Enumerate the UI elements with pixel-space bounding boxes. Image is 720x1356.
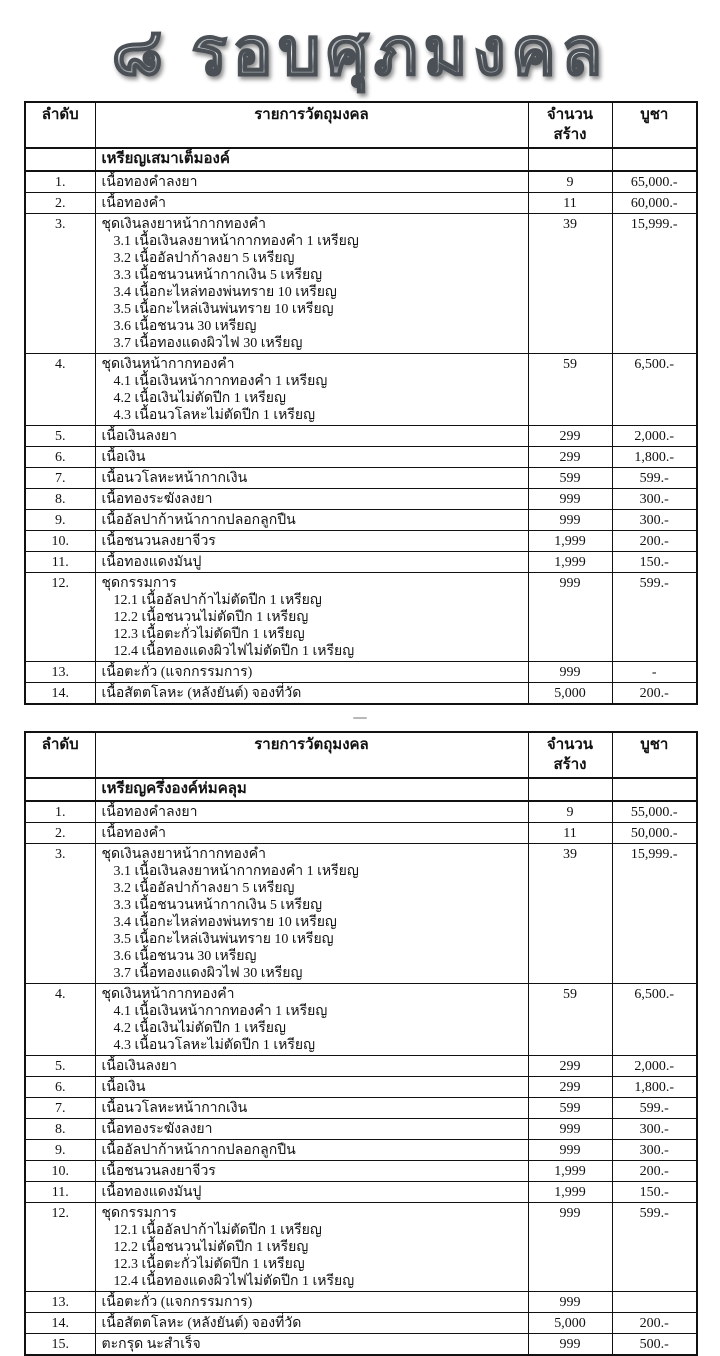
- qty-value: 9: [528, 171, 612, 193]
- title-banner: [0, 0, 720, 101]
- price-value: 599.-: [612, 1097, 697, 1118]
- table-row: [25, 1055, 697, 1076]
- price-value: 300.-: [612, 1139, 697, 1160]
- row-number: 1.: [25, 171, 95, 193]
- row-number: 7.: [25, 1097, 95, 1118]
- row-number: 15.: [25, 1333, 95, 1355]
- item-name: ตะกรุด นะสำเร็จ: [101, 1336, 201, 1352]
- table-row: [25, 1181, 697, 1202]
- item-cell: [95, 661, 528, 682]
- table-row: [25, 488, 697, 509]
- price-value: 200.-: [612, 682, 697, 704]
- table-row: [25, 446, 697, 467]
- table-row: [25, 530, 697, 551]
- qty-value: 999: [528, 1291, 612, 1312]
- row-number: 6.: [25, 1076, 95, 1097]
- item-cell: [95, 1333, 528, 1355]
- table-row: [25, 551, 697, 572]
- item-sub-line: 12.2 เนื้อชนวนไม่ตัดปีก 1 เหรียญ: [113, 1239, 309, 1255]
- table-row: [25, 983, 697, 1055]
- item-sub-line: 12.1 เนื้ออัลปาก้าไม่ตัดปีก 1 เหรียญ: [113, 1222, 322, 1238]
- item-cell: [95, 843, 528, 983]
- section-header-row: [25, 778, 697, 801]
- item-name: เนื้อนวโลหะหน้ากากเงิน: [101, 470, 248, 486]
- item-cell: [95, 1291, 528, 1312]
- item-sub-line: 3.4 เนื้อกะไหล่ทองพ่นทราย 10 เหรียญ: [113, 284, 337, 300]
- item-sub-line: 12.4 เนื้อทองแดงผิวไฟไม่ตัดปีก 1 เหรียญ: [113, 1273, 355, 1289]
- table-row: [25, 192, 697, 213]
- price-value: 65,000.-: [612, 171, 697, 193]
- scan-artifact-dash: [353, 717, 367, 719]
- column-header-qty: จำนวนสร้าง: [528, 102, 612, 148]
- column-header-item: รายการวัตถุมงคล: [95, 102, 528, 148]
- qty-value: 299: [528, 425, 612, 446]
- price-value: 2,000.-: [612, 425, 697, 446]
- column-header-no: ลำดับ: [25, 102, 95, 148]
- price-value: 15,999.-: [612, 843, 697, 983]
- item-sub-line: 3.1 เนื้อเงินลงยาหน้ากากทองคำ 1 เหรียญ: [113, 863, 359, 879]
- table-row: [25, 213, 697, 353]
- item-name: ชุดเงินหน้ากากทองคำ: [101, 356, 235, 372]
- item-cell: [95, 1181, 528, 1202]
- amulet-price-table: [24, 101, 698, 705]
- row-number: 8.: [25, 488, 95, 509]
- item-sub-line: 12.1 เนื้ออัลปาก้าไม่ตัดปีก 1 เหรียญ: [113, 592, 322, 608]
- row-number: 10.: [25, 530, 95, 551]
- qty-value: 1,999: [528, 551, 612, 572]
- item-sub-line: 3.2 เนื้ออัลปาก้าลงยา 5 เหรียญ: [113, 880, 295, 896]
- item-name: เนื้อทองคำ: [101, 195, 166, 211]
- item-name: เนื้อนวโลหะหน้ากากเงิน: [101, 1100, 248, 1116]
- price-value: -: [612, 661, 697, 682]
- price-value: 599.-: [612, 1202, 697, 1291]
- price-value: 200.-: [612, 1312, 697, 1333]
- item-name: ชุดกรรมการ: [101, 1205, 177, 1221]
- table-row: [25, 682, 697, 704]
- item-name: ชุดเงินหน้ากากทองคำ: [101, 986, 235, 1002]
- qty-value: 599: [528, 1097, 612, 1118]
- price-value: 300.-: [612, 1118, 697, 1139]
- item-sub-line: 3.7 เนื้อทองแดงผิวไฟ 30 เหรียญ: [113, 965, 303, 981]
- item-cell: [95, 1055, 528, 1076]
- item-name: เนื้อเงินลงยา: [101, 428, 177, 444]
- qty-value: 999: [528, 488, 612, 509]
- item-cell: [95, 1076, 528, 1097]
- section-empty-price: [612, 148, 697, 171]
- row-number: 12.: [25, 572, 95, 661]
- row-number: 12.: [25, 1202, 95, 1291]
- qty-value: 5,000: [528, 682, 612, 704]
- qty-value: 299: [528, 446, 612, 467]
- row-number: 9.: [25, 509, 95, 530]
- table-header-row: [25, 102, 697, 148]
- table-row: [25, 1076, 697, 1097]
- item-name: เนื้อสัตตโลหะ (หลังยันต์) จองที่วัด: [101, 685, 302, 701]
- item-cell: [95, 551, 528, 572]
- section-empty-qty: [528, 148, 612, 171]
- price-value: 500.-: [612, 1333, 697, 1355]
- table-row: [25, 1291, 697, 1312]
- qty-value: 9: [528, 801, 612, 823]
- item-cell: [95, 801, 528, 823]
- column-header-qty: จำนวนสร้าง: [528, 732, 612, 778]
- qty-value: 39: [528, 213, 612, 353]
- row-number: 9.: [25, 1139, 95, 1160]
- row-number: 6.: [25, 446, 95, 467]
- price-value: 300.-: [612, 488, 697, 509]
- item-sub-line: 3.5 เนื้อกะไหล่เงินพ่นทราย 10 เหรียญ: [113, 301, 334, 317]
- amulet-price-table: [24, 731, 698, 1356]
- section-empty-qty: [528, 778, 612, 801]
- price-value: 2,000.-: [612, 1055, 697, 1076]
- section-title: เหรียญเสมาเต็มองค์: [95, 148, 528, 171]
- qty-value: 299: [528, 1055, 612, 1076]
- item-sub-line: 4.3 เนื้อนวโลหะไม่ตัดปีก 1 เหรียญ: [113, 1037, 316, 1053]
- item-name: ชุดกรรมการ: [101, 575, 177, 591]
- qty-value: 999: [528, 509, 612, 530]
- table-row: [25, 467, 697, 488]
- table-row: [25, 822, 697, 843]
- row-number: 4.: [25, 983, 95, 1055]
- table-row: [25, 1139, 697, 1160]
- item-sub-line: 3.3 เนื้อชนวนหน้ากากเงิน 5 เหรียญ: [113, 897, 323, 913]
- price-value: 1,800.-: [612, 446, 697, 467]
- table-row: [25, 843, 697, 983]
- qty-value: 999: [528, 1202, 612, 1291]
- item-cell: [95, 1118, 528, 1139]
- item-name: เนื้อตะกั่ว (แจกกรรมการ): [101, 1294, 253, 1310]
- item-name: เนื้ออัลปาก้าหน้ากากปลอกลูกปืน: [101, 512, 296, 528]
- price-value: 200.-: [612, 530, 697, 551]
- price-value: 200.-: [612, 1160, 697, 1181]
- price-value: 15,999.-: [612, 213, 697, 353]
- qty-value: 1,999: [528, 1181, 612, 1202]
- item-sub-line: 12.3 เนื้อตะกั่วไม่ตัดปีก 1 เหรียญ: [113, 626, 305, 642]
- qty-value: 11: [528, 192, 612, 213]
- row-number: 2.: [25, 192, 95, 213]
- price-value: 150.-: [612, 551, 697, 572]
- qty-value: 999: [528, 1333, 612, 1355]
- price-value: 599.-: [612, 467, 697, 488]
- table-row: [25, 1160, 697, 1181]
- row-number: 4.: [25, 353, 95, 425]
- qty-value: 39: [528, 843, 612, 983]
- row-number: 7.: [25, 467, 95, 488]
- item-sub-line: 3.2 เนื้ออัลปาก้าลงยา 5 เหรียญ: [113, 250, 295, 266]
- price-value: 599.-: [612, 572, 697, 661]
- row-number: 14.: [25, 682, 95, 704]
- item-cell: [95, 682, 528, 704]
- item-cell: [95, 446, 528, 467]
- item-name: ชุดเงินลงยาหน้ากากทองคำ: [101, 216, 266, 232]
- row-number: 2.: [25, 822, 95, 843]
- qty-value: 1,999: [528, 530, 612, 551]
- item-cell: [95, 822, 528, 843]
- row-number: 11.: [25, 551, 95, 572]
- row-number: 13.: [25, 661, 95, 682]
- price-value: 6,500.-: [612, 353, 697, 425]
- item-name: เนื้อทองแดงมันปู: [101, 554, 202, 570]
- item-name: เนื้อทองคำลงยา: [101, 804, 198, 820]
- item-name: เนื้อชนวนลงยาจีวร: [101, 1163, 216, 1179]
- item-sub-line: 3.1 เนื้อเงินลงยาหน้ากากทองคำ 1 เหรียญ: [113, 233, 359, 249]
- item-cell: [95, 509, 528, 530]
- column-header-price: บูชา: [612, 102, 697, 148]
- section-empty-no: [25, 778, 95, 801]
- qty-value: 59: [528, 983, 612, 1055]
- price-value: [612, 1291, 697, 1312]
- item-cell: [95, 213, 528, 353]
- item-sub-line: 12.4 เนื้อทองแดงผิวไฟไม่ตัดปีก 1 เหรียญ: [113, 643, 355, 659]
- item-cell: [95, 353, 528, 425]
- item-sub-line: 3.6 เนื้อชนวน 30 เหรียญ: [113, 948, 257, 964]
- item-name: เนื้อชนวนลงยาจีวร: [101, 533, 216, 549]
- item-sub-line: 4.3 เนื้อนวโลหะไม่ตัดปีก 1 เหรียญ: [113, 407, 316, 423]
- price-value: 1,800.-: [612, 1076, 697, 1097]
- section-empty-no: [25, 148, 95, 171]
- qty-value: 999: [528, 572, 612, 661]
- item-sub-line: 3.4 เนื้อกะไหล่ทองพ่นทราย 10 เหรียญ: [113, 914, 337, 930]
- item-name: เนื้ออัลปาก้าหน้ากากปลอกลูกปืน: [101, 1142, 296, 1158]
- row-number: 1.: [25, 801, 95, 823]
- price-value: 50,000.-: [612, 822, 697, 843]
- qty-value: 59: [528, 353, 612, 425]
- qty-value: 299: [528, 1076, 612, 1097]
- item-sub-line: 4.1 เนื้อเงินหน้ากากทองคำ 1 เหรียญ: [113, 1003, 328, 1019]
- table-row: [25, 509, 697, 530]
- table-header-row: [25, 732, 697, 778]
- table-row: [25, 1202, 697, 1291]
- item-cell: [95, 425, 528, 446]
- item-sub-line: 12.2 เนื้อชนวนไม่ตัดปีก 1 เหรียญ: [113, 609, 309, 625]
- item-name: เนื้อทองแดงมันปู: [101, 1184, 202, 1200]
- qty-value: 999: [528, 1118, 612, 1139]
- qty-value: 999: [528, 1139, 612, 1160]
- section-title: เหรียญครึ่งองค์ห่มคลุม: [95, 778, 528, 801]
- item-sub-line: 3.7 เนื้อทองแดงผิวไฟ 30 เหรียญ: [113, 335, 303, 351]
- item-cell: [95, 488, 528, 509]
- item-name: เนื้อทองระฆังลงยา: [101, 1121, 213, 1137]
- table-row: [25, 1097, 697, 1118]
- section-empty-price: [612, 778, 697, 801]
- qty-value: 11: [528, 822, 612, 843]
- item-cell: [95, 1139, 528, 1160]
- item-sub-line: 4.2 เนื้อเงินไม่ตัดปีก 1 เหรียญ: [113, 1020, 286, 1036]
- price-value: 300.-: [612, 509, 697, 530]
- table-row: [25, 425, 697, 446]
- column-header-item: รายการวัตถุมงคล: [95, 732, 528, 778]
- item-name: เนื้อสัตตโลหะ (หลังยันต์) จองที่วัด: [101, 1315, 302, 1331]
- table-row: [25, 1118, 697, 1139]
- row-number: 10.: [25, 1160, 95, 1181]
- item-name: เนื้อตะกั่ว (แจกกรรมการ): [101, 664, 253, 680]
- item-name: เนื้อทองระฆังลงยา: [101, 491, 213, 507]
- item-sub-line: 4.2 เนื้อเงินไม่ตัดปีก 1 เหรียญ: [113, 390, 286, 406]
- item-cell: [95, 1202, 528, 1291]
- item-name: เนื้อทองคำลงยา: [101, 174, 198, 190]
- table-row: [25, 661, 697, 682]
- item-name: เนื้อเงิน: [101, 1079, 146, 1095]
- column-header-price: บูชา: [612, 732, 697, 778]
- item-cell: [95, 171, 528, 193]
- qty-value: 5,000: [528, 1312, 612, 1333]
- qty-value: 999: [528, 661, 612, 682]
- page-title: ๘ รอบศุภมงคล: [112, 12, 608, 95]
- table-row: [25, 801, 697, 823]
- item-sub-line: 3.6 เนื้อชนวน 30 เหรียญ: [113, 318, 257, 334]
- price-value: 6,500.-: [612, 983, 697, 1055]
- table-row: [25, 1333, 697, 1355]
- row-number: 3.: [25, 843, 95, 983]
- item-sub-line: 4.1 เนื้อเงินหน้ากากทองคำ 1 เหรียญ: [113, 373, 328, 389]
- row-number: 5.: [25, 425, 95, 446]
- item-name: เนื้อทองคำ: [101, 825, 166, 841]
- price-value: 150.-: [612, 1181, 697, 1202]
- table-row: [25, 353, 697, 425]
- item-cell: [95, 192, 528, 213]
- qty-value: 599: [528, 467, 612, 488]
- row-number: 14.: [25, 1312, 95, 1333]
- price-tables-container: [0, 101, 720, 1356]
- table-row: [25, 171, 697, 193]
- section-header-row: [25, 148, 697, 171]
- row-number: 13.: [25, 1291, 95, 1312]
- item-name: เนื้อเงินลงยา: [101, 1058, 177, 1074]
- item-cell: [95, 572, 528, 661]
- qty-value: 1,999: [528, 1160, 612, 1181]
- item-sub-line: 12.3 เนื้อตะกั่วไม่ตัดปีก 1 เหรียญ: [113, 1256, 305, 1272]
- item-cell: [95, 983, 528, 1055]
- item-cell: [95, 467, 528, 488]
- item-cell: [95, 1097, 528, 1118]
- row-number: 5.: [25, 1055, 95, 1076]
- price-value: 60,000.-: [612, 192, 697, 213]
- item-cell: [95, 530, 528, 551]
- table-row: [25, 572, 697, 661]
- row-number: 3.: [25, 213, 95, 353]
- column-header-no: ลำดับ: [25, 732, 95, 778]
- row-number: 11.: [25, 1181, 95, 1202]
- item-name: เนื้อเงิน: [101, 449, 146, 465]
- item-name: ชุดเงินลงยาหน้ากากทองคำ: [101, 846, 266, 862]
- item-sub-line: 3.3 เนื้อชนวนหน้ากากเงิน 5 เหรียญ: [113, 267, 323, 283]
- price-value: 55,000.-: [612, 801, 697, 823]
- item-cell: [95, 1160, 528, 1181]
- row-number: 8.: [25, 1118, 95, 1139]
- item-sub-line: 3.5 เนื้อกะไหล่เงินพ่นทราย 10 เหรียญ: [113, 931, 334, 947]
